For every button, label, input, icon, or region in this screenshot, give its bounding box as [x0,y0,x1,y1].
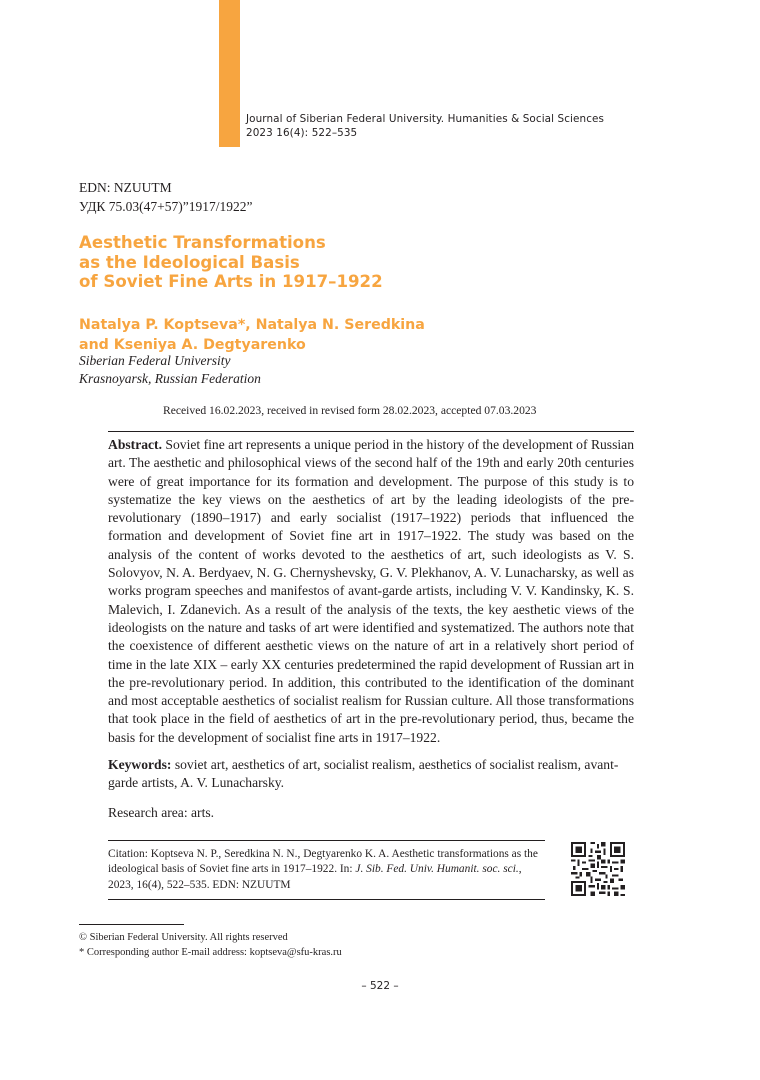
citation-bottom-rule [108,899,545,900]
citation-journal: J. Sib. Fed. Univ. Humanit. soc. sci. [355,863,519,876]
citation [108,847,548,893]
journal-header [246,112,604,140]
footnotes [79,930,342,960]
abstract-label: Abstract. [108,437,162,452]
location: Krasnoyarsk, Russian Federation [79,371,261,386]
citation-text: Citation: Koptseva N. P., Seredkina N. N., Degtyarenko K. A. Aesthetic transformations as the ideological basis of Soviet fine arts in 1917–1922. In: [108,848,538,876]
keywords [108,756,634,793]
page-number: – 522 – [361,980,399,992]
title-line: of Soviet Fine Arts in 1917–1922 [79,272,383,291]
abstract-top-rule [108,431,634,432]
citation-text-end: , 2023, 16(4), 522–535. EDN: NZUUTM [108,863,522,891]
authors-line: Natalya P. Koptseva*, Natalya N. Seredkina [79,317,425,333]
journal-issue: 2023 16(4): 522–535 [246,127,358,139]
udk: УДК 75.03(47+57)”1917/1922” [79,199,253,214]
title-line: Aesthetic Transformations [79,233,326,252]
qr-code-icon[interactable] [571,842,625,896]
footnote-rule [79,924,184,925]
identifiers [79,178,253,216]
corresponding-author-note: * Corresponding author E-mail address: koptseva@sfu-kras.ru [79,947,342,958]
keywords-label: Keywords: [108,757,172,772]
keywords-text: soviet art, aesthetics of art, socialist realism, aesthetics of socialist realism, avant-garde artists, A. V. Lunacharsky. [108,757,619,791]
journal-name: Journal of Siberian Federal University. Humanities & Social Sciences [246,113,605,125]
title-line: as the Ideological Basis [79,252,300,272]
copyright-note: © Siberian Federal University. All rights reserved [79,932,288,943]
received-dates: Received 16.02.2023, received in revised form 28.02.2023, accepted 07.03.2023 [163,404,537,417]
university: Siberian Federal University [79,353,231,368]
edn: EDN: NZUUTM [79,180,172,195]
article-title [79,233,639,292]
citation-top-rule [108,840,545,841]
research-area: Research area: arts. [108,805,215,820]
accent-bar [219,0,240,147]
affiliation [79,352,261,388]
authors-line: and Kseniya A. Degtyarenko [79,337,306,353]
abstract [108,436,634,747]
authors [79,315,425,355]
abstract-text: Soviet fine art represents a unique period in the history of the development of Russian art. The aesthetic and philosophical views of the second half of the 19th and early 20th centuries were of great importance for its formation and development. The purpose of this study is to systematize the key views on the aesthetics of art by the leading ideologists of the pre-revolutionary (1890–1917) and early socialist (1917–1922) periods that influenced the formation and development of Soviet fine art in 1917–1922. The study was based on the analysis of the content of works devoted to the aesthetics of art, such ideologists as V. S. Solovyov, N. A. Berdyaev, N. G. Chernyshevsky, G. V. Plekhanov, A. V. Lunacharsky, as well as works program speeches and manifestos of avant-garde artists, including V. V. Kandinsky, K. S. Malevich, I. Zdanevich. As a result of the analysis of the texts, the key aesthetic views of the ideologists on the nature and tasks of art were identified and systematized. The authors note that the coexistence of different aesthetic views on the nature of art in a relatively short period of time in the late XIX – early XX centuries predetermined the rapid development of Russian art in the pre-revolutionary period. In addition, this contributed to the identification of the dominant and most acceptable aesthetics of socialist realism for Russian culture. All those transformations that took place in the field of aesthetics of art in the pre-revolutionary period, thus, became the basis for the development of socialist fine arts in 1917–1922. [108,437,634,745]
